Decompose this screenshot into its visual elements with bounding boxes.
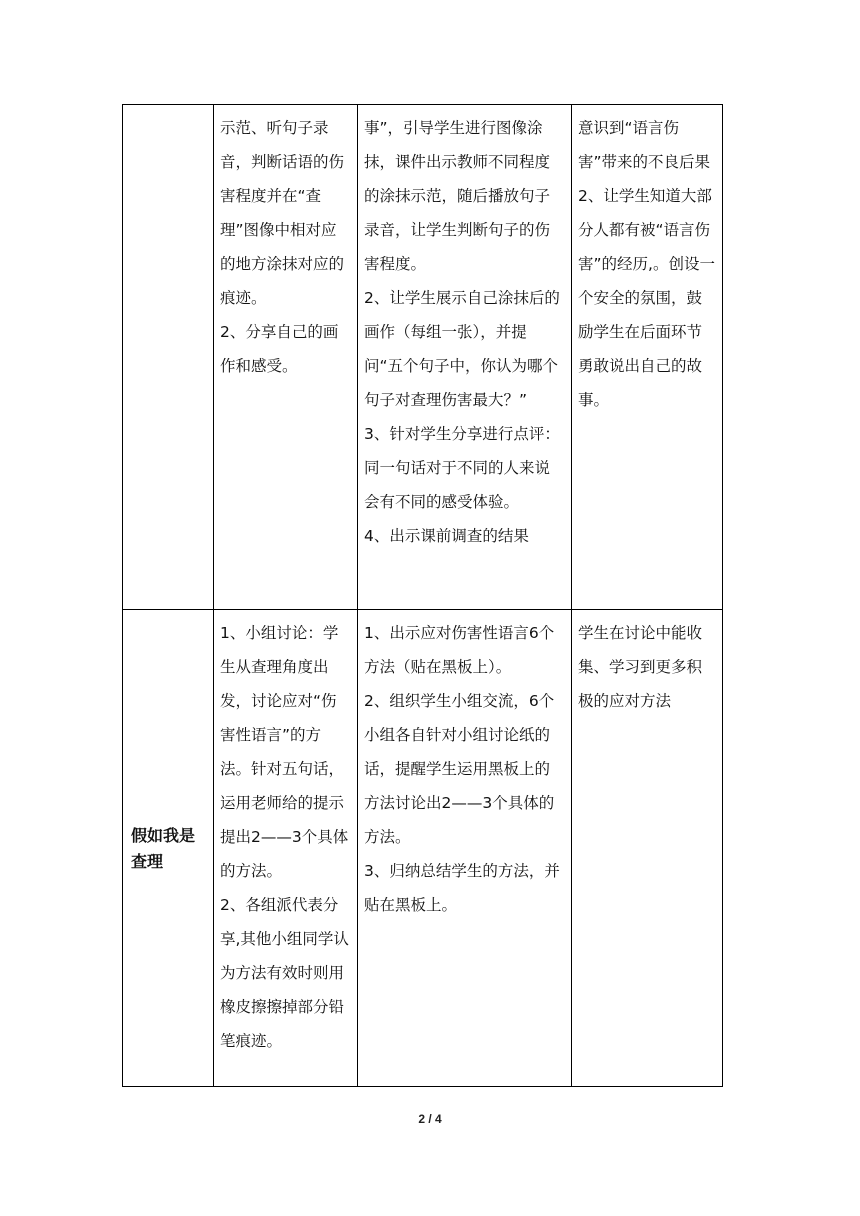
teacher-activity-cell [358,105,572,610]
teacher-activity-cell [358,610,572,1087]
student-activity-cell [214,105,358,610]
design-intent-cell [572,610,723,1087]
paragraph: 学生在讨论中能收集、学习到更多积极的应对方法 [578,624,703,710]
paragraph: 示范、听句子录音，判断话语的伤害程度并在“查理”图像中相对应的地方涂抹对应的痕迹。 [220,119,345,307]
paragraph: 事”，引导学生进行图像涂抹，课件出示教师不同程度的涂抹示范，随后播放句子录音，让学生判断句子的伤害程度。 [364,119,551,273]
paragraph: 2、组织学生小组交流，6个小组各自针对小组讨论纸的话，提醒学生运用黑板上的方法讨论出2——3个具体的方法。 [364,692,555,846]
page-number: 2 / 4 [418,1112,442,1126]
design-intent-cell [572,105,723,610]
paragraph: 3、归纳总结学生的方法，并贴在黑板上。 [364,862,560,914]
stage-cell [123,105,214,610]
paragraph: 2、各组派代表分享,其他小组同学认为方法有效时则用橡皮擦擦掉部分铅笔痕迹。 [220,896,349,1050]
paragraph: 2、分享自己的画作和感受。 [220,323,339,375]
paragraph: 4、出示课前调查的结果 [364,527,529,545]
table-row [123,610,723,1087]
paragraph: 1、出示应对伤害性语言6个方法（贴在黑板上）。 [364,624,555,676]
stage-cell: 假如我是查理 [123,610,214,1087]
student-activity-cell [214,610,358,1087]
lesson-plan-table [122,104,723,1087]
paragraph: 3、针对学生分享进行点评：同一句话对于不同的人来说会有不同的感受体验。 [364,425,560,511]
paragraph: 2、让学生知道大部分人都有被“语言伤害”的经历,。创设一个安全的氛围，鼓励学生在后面环节勇敢说出自己的故事。 [578,187,715,409]
paragraph: 2、让学生展示自己涂抹后的画作（每组一张），并提问“五个句子中，你认为哪个句子对查理伤害最大？” [364,289,560,409]
paragraph: 1、小组讨论：学生从查理角度出发，讨论应对“伤害性语言”的方法。针对五句话，运用老师给的提示提出2——3个具体的方法。 [220,624,349,880]
table-row [123,105,723,610]
paragraph: 意识到“语言伤害”带来的不良后果 [578,119,711,171]
